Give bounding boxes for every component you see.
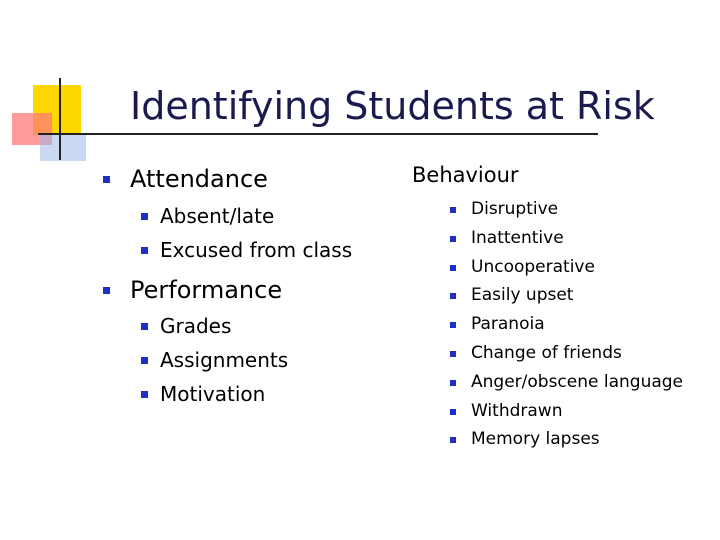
bullet-icon (141, 323, 148, 330)
list-item (471, 343, 622, 363)
bullet-icon (141, 391, 148, 398)
list-item-text: Inattentive (471, 228, 564, 248)
list-item-text: Uncooperative (471, 257, 595, 277)
bullet-icon (450, 293, 456, 299)
bullet-icon (103, 176, 110, 183)
attendance-heading (130, 165, 268, 193)
list-item-text: Memory lapses (471, 429, 600, 449)
list-item (160, 382, 265, 406)
list-item-text: Excused from class (160, 238, 353, 262)
list-item-text: Anger/obscene language (471, 372, 684, 392)
bullet-icon (450, 207, 456, 213)
list-item (471, 257, 595, 277)
list-item (471, 228, 564, 248)
list-item-text: Absent/late (160, 204, 275, 228)
attendance-label: Attendance (130, 165, 268, 193)
list-item-text: Easily upset (471, 285, 574, 305)
list-item (471, 199, 558, 219)
bullet-icon (141, 357, 148, 364)
bullet-icon (450, 351, 456, 357)
bullet-icon (450, 236, 456, 242)
list-item (160, 238, 352, 262)
bullet-icon (141, 247, 148, 254)
list-item (160, 314, 231, 338)
list-item (471, 285, 573, 305)
decor-vertical-line (59, 78, 61, 160)
decor-horizontal-line (38, 133, 598, 135)
performance-label: Performance (130, 276, 283, 304)
list-item-text: Disruptive (471, 199, 559, 219)
list-item (471, 314, 545, 334)
bullet-icon (450, 437, 456, 443)
bullet-icon (450, 322, 456, 328)
list-item-text: Paranoia (471, 314, 545, 334)
list-item-text: Grades (160, 314, 232, 338)
bullet-icon (450, 265, 456, 271)
slide-title: Identifying Students at Risk (130, 84, 655, 128)
bullet-icon (450, 409, 456, 415)
bullet-icon (103, 287, 110, 294)
performance-heading (130, 276, 282, 304)
behaviour-heading: Behaviour (412, 163, 519, 187)
bullet-icon (450, 380, 456, 386)
decor-blue-square (40, 133, 86, 161)
list-item (471, 401, 562, 421)
bullet-icon (141, 213, 148, 220)
list-item (471, 372, 683, 392)
list-item-text: Motivation (160, 382, 266, 406)
list-item (160, 204, 274, 228)
list-item (160, 348, 288, 372)
list-item-text: Change of friends (471, 343, 622, 363)
list-item-text: Assignments (160, 348, 289, 372)
list-item (471, 429, 600, 449)
list-item-text: Withdrawn (471, 401, 563, 421)
